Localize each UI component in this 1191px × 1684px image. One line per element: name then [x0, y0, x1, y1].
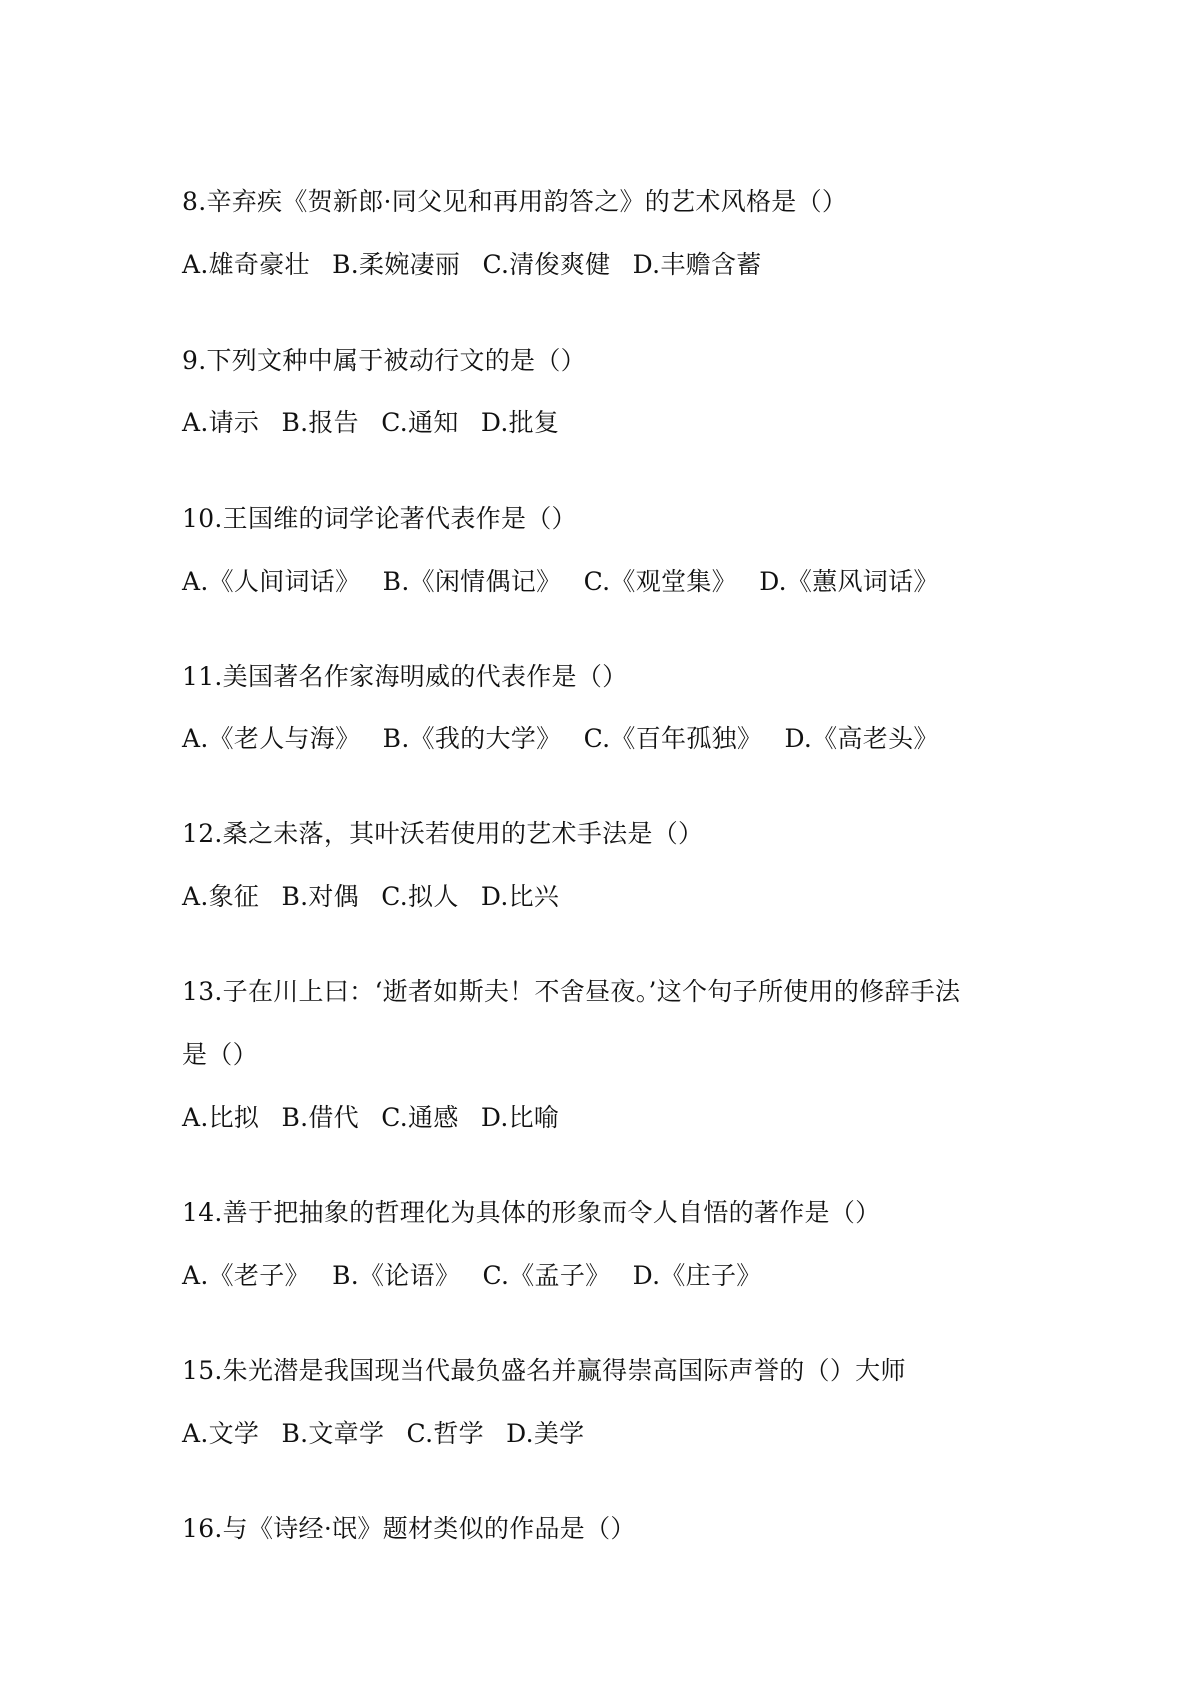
option-c: C.《孟子》	[482, 1261, 611, 1290]
option-d: D.批复	[480, 408, 560, 437]
question-13-stem-line2: 是（）	[182, 1040, 258, 1069]
question-15-stem: 15.朱光潜是我国现当代最负盛名并赢得崇高国际声誉的（）大师	[182, 1356, 906, 1385]
option-d: D.美学	[506, 1419, 585, 1448]
option-c: C.拟人	[381, 882, 459, 911]
question-14-options	[182, 1259, 762, 1293]
option-a: A.《老子》	[182, 1261, 310, 1290]
option-d: D.《高老头》	[784, 724, 939, 753]
question-14-stem: 14.善于把抽象的哲理化为具体的形象而令人自悟的著作是（）	[182, 1198, 881, 1227]
option-a: A.雄奇豪壮	[182, 250, 310, 279]
question-11-stem: 11.美国著名作家海明威的代表作是（）	[182, 662, 628, 691]
question-16-stem: 16.与《诗经·氓》题材类似的作品是（）	[182, 1514, 636, 1543]
option-d: D.比兴	[480, 882, 560, 911]
question-8-stem: 8.辛弃疾《贺新郎·同父见和再用韵答之》的艺术风格是（）	[182, 187, 848, 216]
option-b: B.《闲情偶记》	[382, 567, 562, 596]
option-b: B.《我的大学》	[382, 724, 562, 753]
option-a: A.《人间词话》	[182, 567, 361, 596]
option-d: D.比喻	[480, 1103, 560, 1132]
question-10-stem: 10.王国维的词学论著代表作是（）	[182, 504, 577, 533]
option-c: C.《观堂集》	[583, 567, 737, 596]
option-a: A.文学	[182, 1419, 260, 1448]
option-c: C.《百年孤独》	[583, 724, 763, 753]
question-15-options	[182, 1417, 584, 1451]
option-c: C.通知	[381, 408, 459, 437]
option-a: A.比拟	[182, 1103, 260, 1132]
option-b: B.借代	[281, 1103, 359, 1132]
option-d: D.《庄子》	[632, 1261, 762, 1290]
question-13-stem-line1: 13.子在川上曰：‘逝者如斯夫！不舍昼夜。’这个句子所使用的修辞手法	[182, 977, 961, 1006]
option-a: A.《老人与海》	[182, 724, 361, 753]
question-12-options	[182, 880, 559, 914]
option-a: A.请示	[182, 408, 260, 437]
option-d: D.《蕙风词话》	[759, 567, 939, 596]
question-8-options	[182, 248, 762, 282]
option-c: C.清俊爽健	[482, 250, 611, 279]
question-9-stem: 9.下列文种中属于被动行文的是（）	[182, 346, 586, 375]
question-10-options	[182, 565, 939, 599]
option-c: C.通感	[381, 1103, 459, 1132]
option-d: D.丰赡含蓄	[632, 250, 762, 279]
question-12-stem: 12.桑之未落，其叶沃若使用的艺术手法是（）	[182, 819, 704, 848]
option-a: A.象征	[182, 882, 260, 911]
option-c: C.哲学	[406, 1419, 484, 1448]
option-b: B.《论语》	[332, 1261, 461, 1290]
question-9-options	[182, 406, 559, 440]
option-b: B.文章学	[281, 1419, 385, 1448]
question-11-options	[182, 722, 939, 756]
option-b: B.对偶	[281, 882, 359, 911]
option-b: B.柔婉凄丽	[332, 250, 461, 279]
option-b: B.报告	[281, 408, 359, 437]
question-13-options	[182, 1101, 559, 1135]
